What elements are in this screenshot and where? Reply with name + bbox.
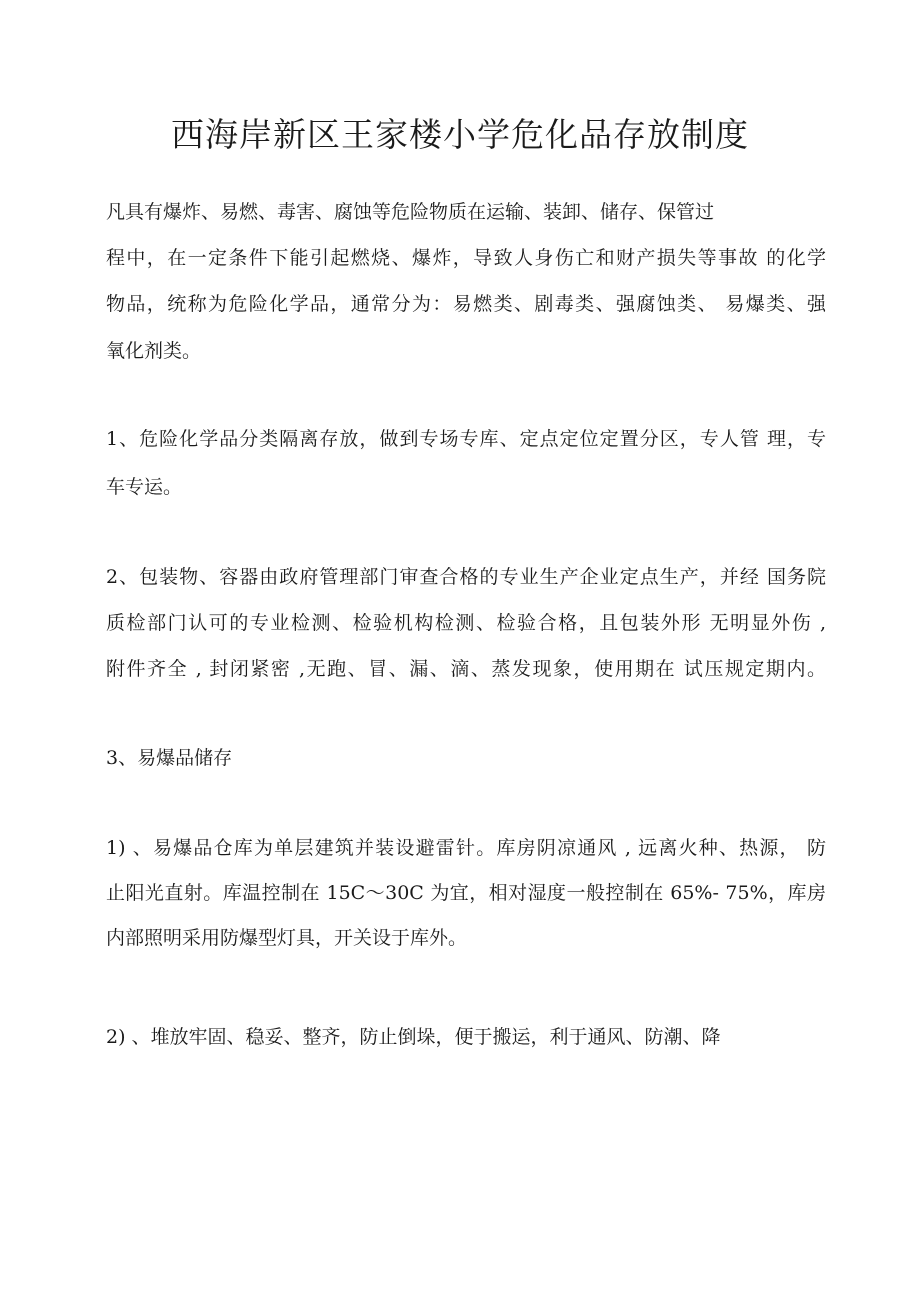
intro-line-2: 程中，在一定条件下能引起燃烧、爆炸，导致人身伤亡和财产损失等事故 的化学 <box>106 247 826 269</box>
intro-line-1: 凡具有爆炸、易燃、毒害、腐蚀等危险物质在运输、装卸、储存、保管过 <box>106 201 715 223</box>
item1-line-2: 车专运。 <box>106 476 183 498</box>
item3-1-line-2: 止阳光直射。库温控制在 15C～30C 为宜，相对湿度一般控制在 65%- 75%，库房 <box>106 882 826 904</box>
item3-1-line-1: 1) 、易爆品仓库为单层建筑并装设避雷针。库房阴凉通风 , 远离火种、热源， 防 <box>106 837 826 859</box>
intro-line-3: 物品，统称为危险化学品，通常分为：易燃类、剧毒类、强腐蚀类、 易爆类、强 <box>106 293 826 315</box>
item3-1-line-3: 内部照明采用防爆型灯具，开关设于库外。 <box>106 927 468 949</box>
document-title: 西海岸新区王家楼小学危化品存放制度 <box>171 115 749 154</box>
item2-line-3: 附件齐全 , 封闭紧密 ,无跑、冒、漏、滴、蒸发现象，使用期在 试压规定期内。 <box>106 658 826 680</box>
intro-line-4: 氧化剂类。 <box>106 340 202 362</box>
item2-line-2: 质检部门认可的专业检测、检验机构检测、检验合格，且包装外形 无明显外伤 , <box>106 612 826 634</box>
item1-line-1: 1、危险化学品分类隔离存放，做到专场专库、定点定位定置分区，专人管 理，专 <box>106 428 826 450</box>
item2-line-1: 2、包装物、容器由政府管理部门审查合格的专业生产企业定点生产，并经 国务院 <box>106 566 826 588</box>
item3-2-line-1: 2) 、堆放牢固、稳妥、整齐，防止倒垛，便于搬运，利于通风、防潮、降 <box>106 1026 721 1048</box>
item3-heading: 3、易爆品储存 <box>106 747 233 769</box>
